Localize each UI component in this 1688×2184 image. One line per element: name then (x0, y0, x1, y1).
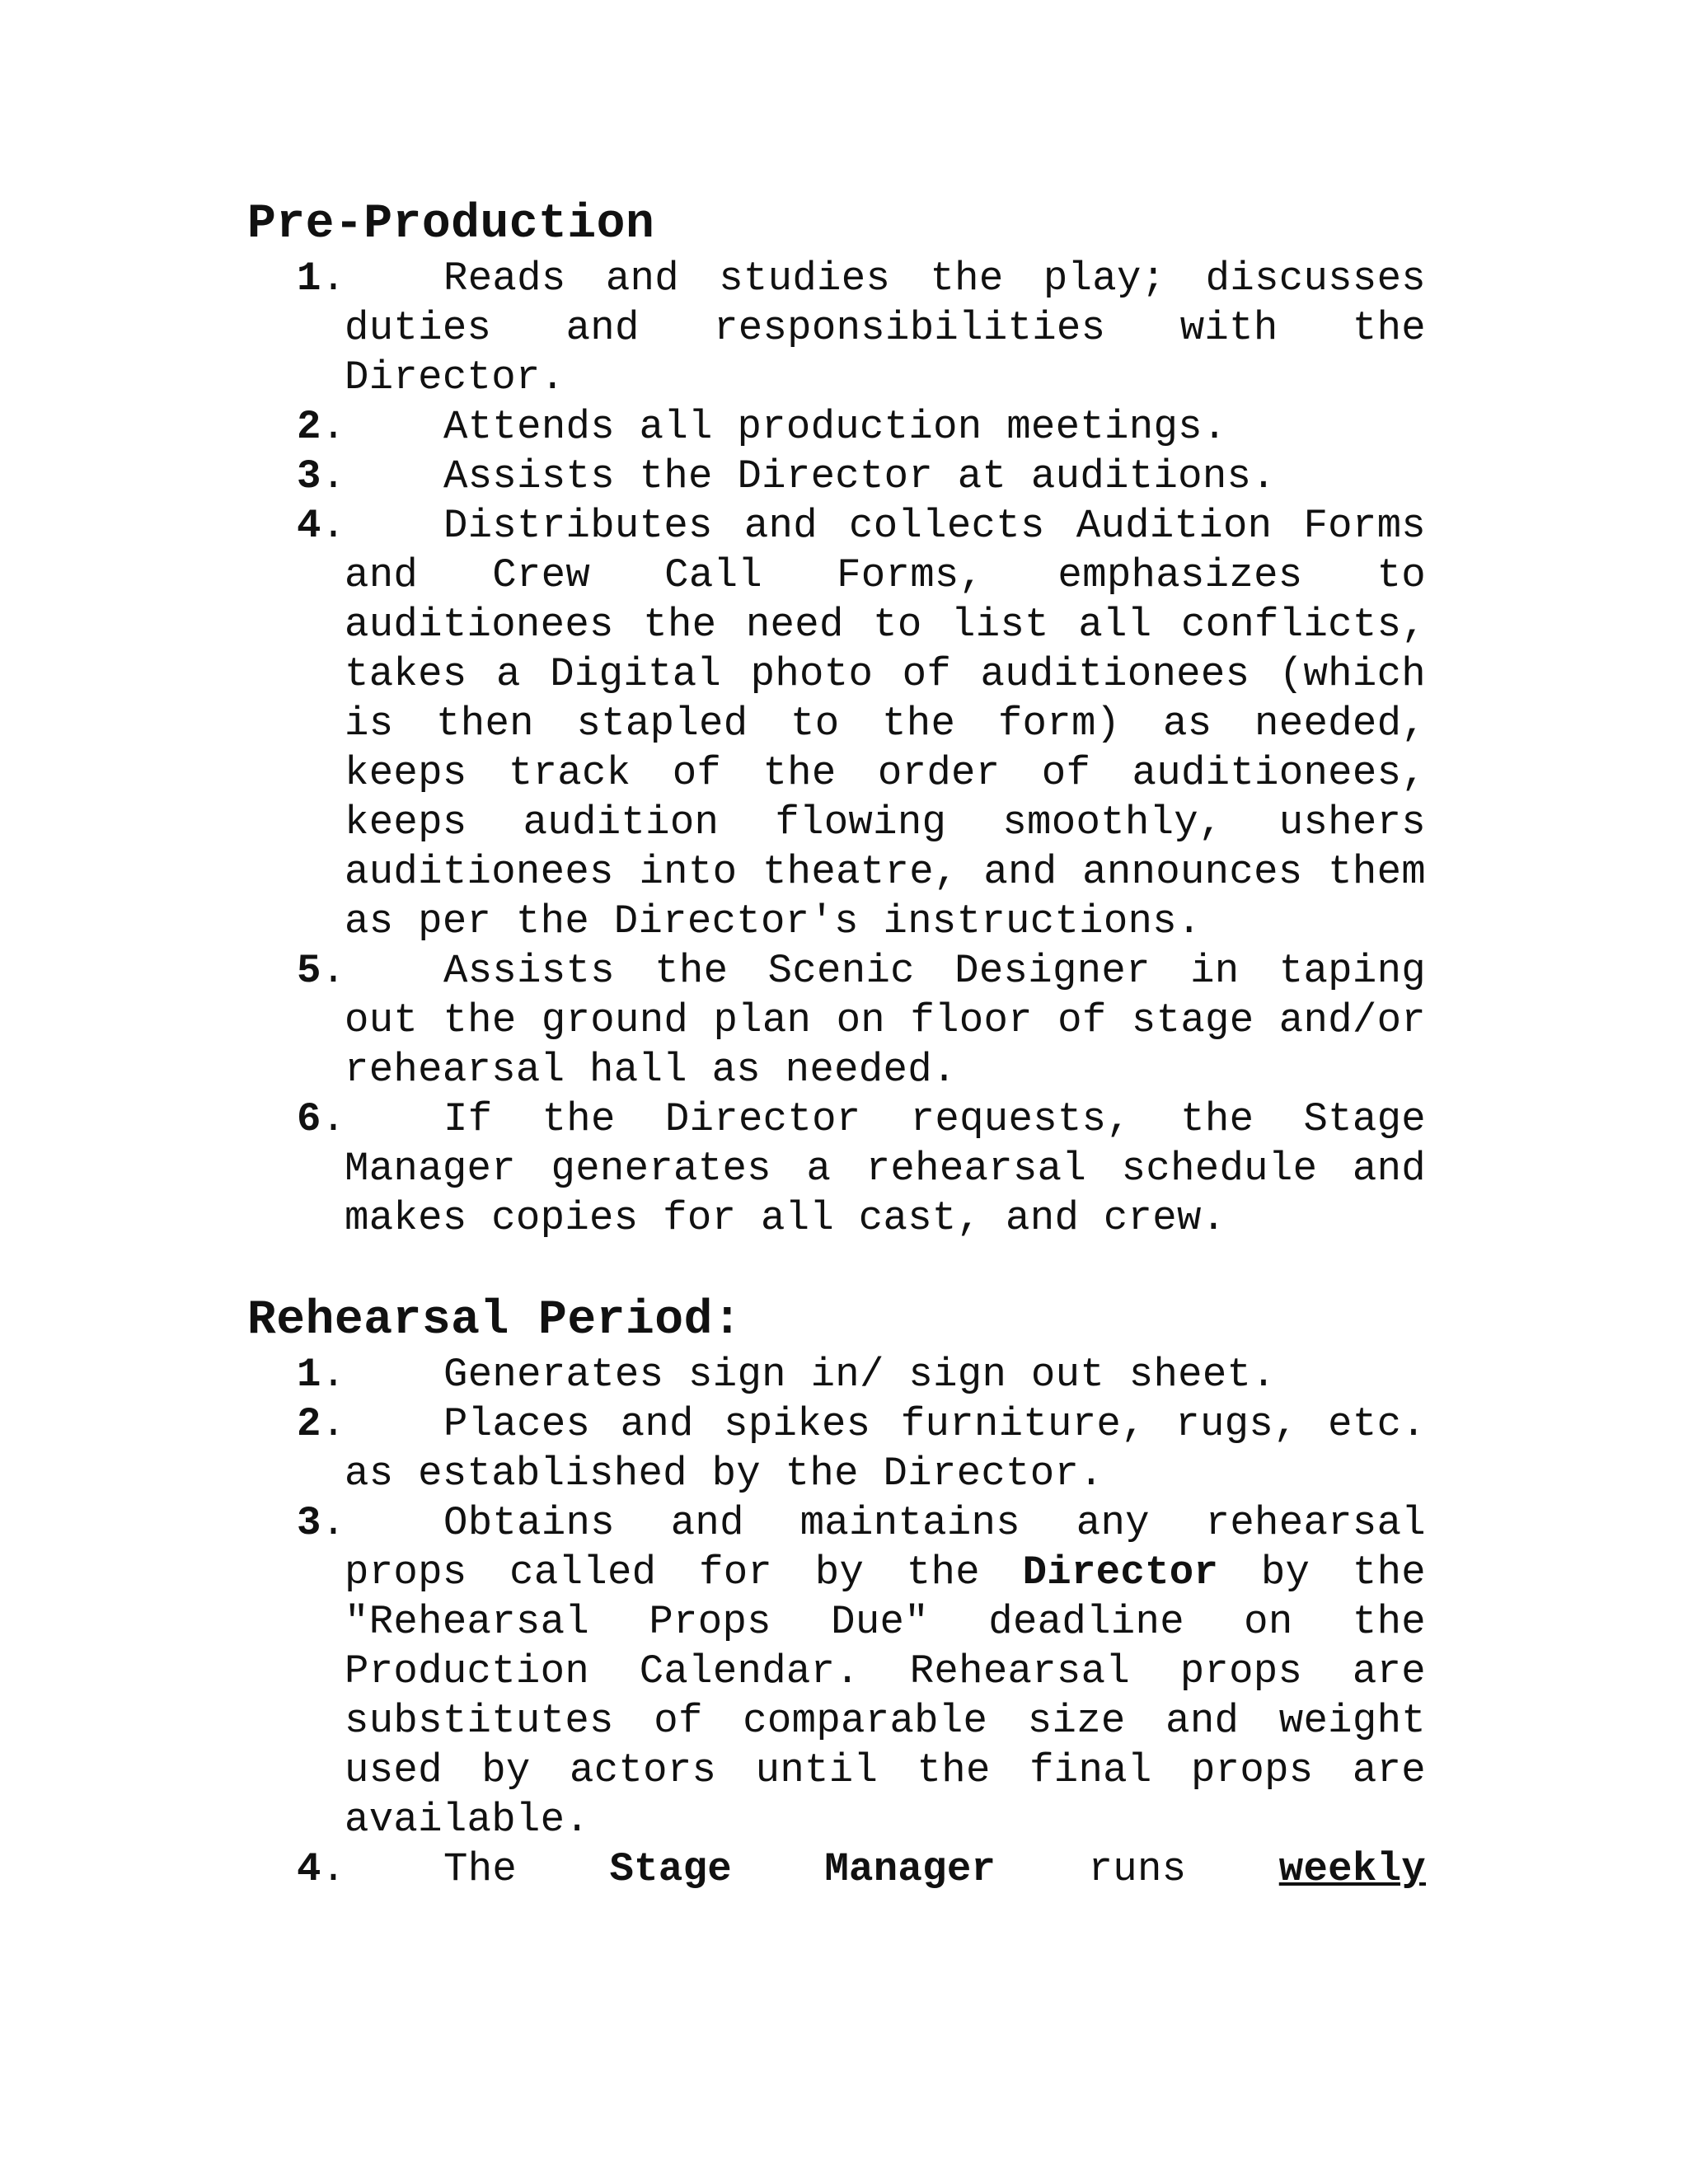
item-text: Obtains and maintains any rehearsal props called for by the (345, 1500, 1426, 1596)
list-item (247, 1350, 1426, 1399)
item-number: 4. (297, 1846, 346, 1892)
item-number: 3. (297, 453, 346, 499)
underlined-weekly: weekly (1278, 1846, 1426, 1892)
item-text: Distributes and collects Audition Forms and Crew Call Forms, emphasizes to auditionees the need to list all conflicts, takes a Digital photo of auditionees (which is then stapled to the form) as needed, keeps track of the order of auditionees, keeps audition flowing smoothly, ushers auditionees into theatre, and announces them as per the Director's instructions. (345, 503, 1426, 944)
document-page (247, 196, 1426, 1894)
list-item (247, 1094, 1426, 1243)
item-number: 6. (297, 1096, 346, 1142)
item-number: 2. (297, 1401, 346, 1447)
bold-director: Director (1022, 1549, 1219, 1596)
item-text: Assists the Scenic Designer in taping out the ground plan on floor of stage and/or rehearsal hall as needed. (345, 948, 1426, 1093)
list-item (247, 1399, 1426, 1498)
item-number: 3. (297, 1500, 346, 1546)
item-text: Reads and studies the play; discusses duties and responsibilities with the Director. (345, 255, 1426, 401)
item-number: 5. (297, 948, 346, 994)
bold-stage-manager: Stage Manager (609, 1846, 996, 1892)
item-text: Places and spikes furniture, rugs, etc. as established by the Director. (345, 1401, 1426, 1497)
item-text: If the Director requests, the Stage Manager generates a rehearsal schedule and makes copies for all cast, and crew. (345, 1096, 1426, 1241)
list-item (247, 1844, 1426, 1894)
item-text: Assists the Director at auditions. (443, 453, 1276, 499)
pre-production-list (247, 254, 1426, 1243)
list-item (247, 501, 1426, 946)
item-text: The (443, 1846, 610, 1892)
rehearsal-period-list (247, 1350, 1426, 1894)
item-text: runs (996, 1846, 1279, 1892)
section-heading-pre-production: Pre-Production (247, 198, 655, 251)
item-text: by the "Rehearsal Props Due" deadline on the Production Calendar. Rehearsal props are substitutes of comparable size and weight used by actors until the final props are available. (345, 1549, 1426, 1843)
list-item (247, 402, 1426, 452)
item-number: 1. (297, 1352, 346, 1398)
list-item (247, 254, 1426, 402)
section-heading-rehearsal-period: Rehearsal Period: (247, 1294, 743, 1347)
list-item (247, 946, 1426, 1094)
item-number: 4. (297, 503, 346, 549)
list-item (247, 452, 1426, 501)
item-text: Generates sign in/ sign out sheet. (443, 1352, 1276, 1398)
item-number: 2. (297, 404, 346, 450)
list-item (247, 1498, 1426, 1844)
item-text: Attends all production meetings. (443, 404, 1227, 450)
item-number: 1. (297, 255, 346, 302)
